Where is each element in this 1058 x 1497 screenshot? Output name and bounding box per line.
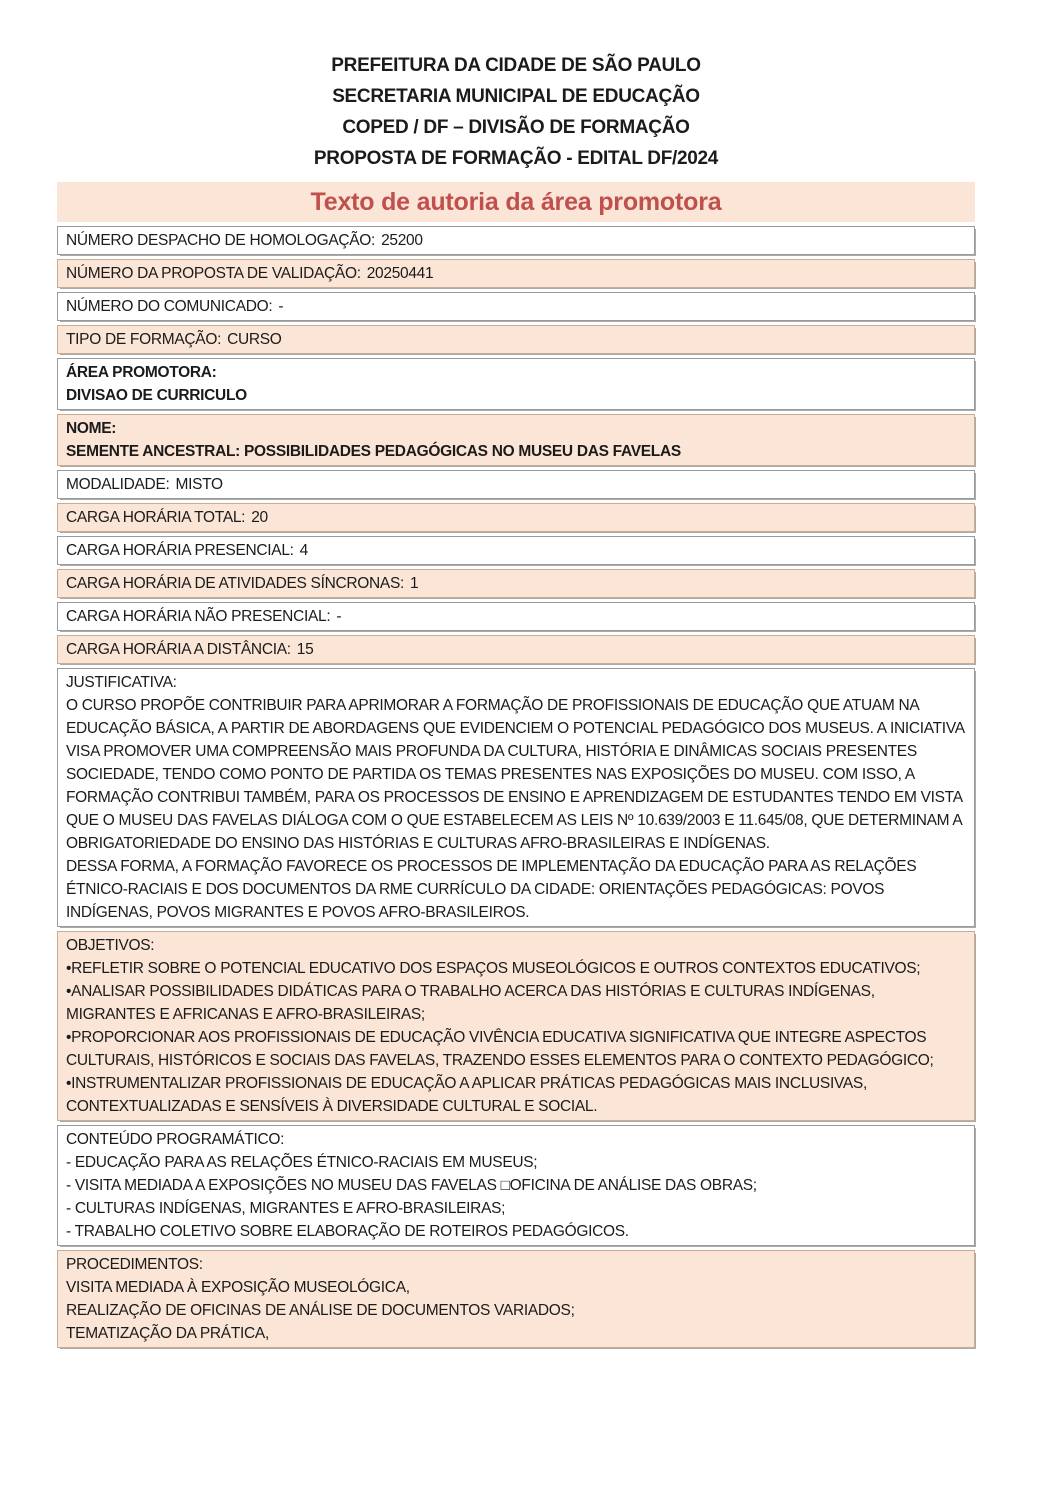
field-value-carga-distancia: 15: [296, 641, 314, 658]
field-label-carga-presencial: CARGA HORÁRIA PRESENCIAL:: [66, 542, 294, 559]
field-label-nome: NOME:: [66, 420, 117, 437]
field-row-proposta-validacao: [57, 259, 975, 288]
field-row-area-promotora: [57, 358, 975, 410]
field-value-modalidade: MISTO: [175, 476, 223, 493]
section-heading-objetivos: OBJETIVOS:: [66, 937, 155, 954]
authorship-banner-text: Texto de autoria da área promotora: [310, 187, 722, 216]
field-value-comunicado: -: [278, 298, 284, 315]
justificativa-paragraph-1: O CURSO PROPÕE CONTRIBUIR PARA APRIMORAR A FORMAÇÃO DE PROFISSIONAIS DE EDUCAÇÃO QUE ATUAM NA EDUCAÇÃO BÁSICA, A PARTIR DE ABORDAGENS QUE EVIDENCIEM O POTENCIAL PEDAGÓGICO DOS MUSEUS. A INICIATIVA VISA PROMOVER UMA COMPREENSÃO MAIS PROFUNDA DA CULTURA, HISTÓRIA E DINÂMICAS SOCIAIS PRESENTES SOCIEDADE, TENDO COMO PONTO DE PARTIDA OS TEMAS PRESENTES NAS EXPOSIÇÕES DO MUSEU. COM ISSO, A FORMAÇÃO CONTRIBUI TAMBÉM, PARA OS PROCESSOS DE ENSINO E APRENDIZAGEM DE ESTUDANTES TENDO EM VISTA QUE O MUSEU DAS FAVELAS DIÁLOGA COM O QUE ESTABELECEM AS LEIS Nº 10.639/2003 E 11.645/08, QUE DETERMINAM A OBRIGATORIEDADE DO ENSINO DAS HISTÓRIAS E CULTURAS AFRO-BRASILEIRAS E INDÍGENAS.: [66, 697, 964, 852]
field-label-area-promotora: ÁREA PROMOTORA:: [66, 364, 217, 381]
field-value-nome: SEMENTE ANCESTRAL: POSSIBILIDADES PEDAGÓGICAS NO MUSEU DAS FAVELAS: [66, 443, 681, 460]
field-row-carga-presencial: [57, 536, 975, 565]
field-row-carga-nao-presencial: [57, 602, 975, 631]
conteudo-item-4: - TRABALHO COLETIVO SOBRE ELABORAÇÃO DE ROTEIROS PEDAGÓGICOS.: [66, 1223, 629, 1240]
field-row-comunicado: [57, 292, 975, 321]
document-header: [57, 50, 975, 174]
field-label-tipo-formacao: TIPO DE FORMAÇÃO:: [66, 331, 222, 348]
conteudo-item-1: - EDUCAÇÃO PARA AS RELAÇÕES ÉTNICO-RACIAIS EM MUSEUS;: [66, 1154, 538, 1171]
field-value-carga-nao-presencial: -: [336, 608, 342, 625]
section-conteudo-programatico: [57, 1125, 975, 1246]
header-line-coped: COPED / DF – DIVISÃO DE FORMAÇÃO: [342, 117, 690, 138]
field-row-homologacao: [57, 226, 975, 255]
objetivo-item-2: •ANALISAR POSSIBILIDADES DIDÁTICAS PARA O TRABALHO ACERCA DAS HISTÓRIAS E CULTURAS INDÍGENAS, MIGRANTES E AFRICANAS E AFRO-BRASILEIRAS;: [66, 983, 875, 1023]
field-label-proposta-validacao: NÚMERO DA PROPOSTA DE VALIDAÇÃO:: [66, 265, 361, 282]
field-label-carga-nao-presencial: CARGA HORÁRIA NÃO PRESENCIAL:: [66, 608, 331, 625]
field-label-carga-sincronas: CARGA HORÁRIA DE ATIVIDADES SÍNCRONAS:: [66, 575, 405, 592]
field-value-homologacao: 25200: [381, 232, 423, 249]
procedimento-item-2: REALIZAÇÃO DE OFICINAS DE ANÁLISE DE DOCUMENTOS VARIADOS;: [66, 1302, 575, 1319]
field-label-comunicado: NÚMERO DO COMUNICADO:: [66, 298, 273, 315]
field-value-carga-total: 20: [251, 509, 268, 526]
field-row-carga-sincronas: [57, 569, 975, 598]
header-line-secretaria: SECRETARIA MUNICIPAL DE EDUCAÇÃO: [332, 86, 700, 107]
authorship-banner: [57, 182, 975, 222]
section-objetivos: [57, 931, 975, 1121]
justificativa-paragraph-2: DESSA FORMA, A FORMAÇÃO FAVORECE OS PROCESSOS DE IMPLEMENTAÇÃO DA EDUCAÇÃO PARA AS RELAÇÕES ÉTNICO-RACIAIS E DOS DOCUMENTOS DA RME CURRÍCULO DA CIDADE: ORIENTAÇÕES PEDAGÓGICAS: POVOS INDÍGENAS, POVOS MIGRANTES E POVOS AFRO-BRASILEIROS.: [66, 858, 917, 921]
objetivo-item-4: •INSTRUMENTALIZAR PROFISSIONAIS DE EDUCAÇÃO A APLICAR PRÁTICAS PEDAGÓGICAS MAIS INCLUSIVAS, CONTEXTUALIZADAS E SENSÍVEIS À DIVERSIDADE CULTURAL E SOCIAL.: [66, 1075, 867, 1115]
field-label-modalidade: MODALIDADE:: [66, 476, 170, 493]
field-value-tipo-formacao: CURSO: [227, 331, 282, 348]
procedimento-item-1: VISITA MEDIADA À EXPOSIÇÃO MUSEOLÓGICA,: [66, 1279, 410, 1296]
section-procedimentos: [57, 1250, 975, 1348]
field-value-proposta-validacao: 20250441: [366, 265, 434, 282]
conteudo-item-2: - VISITA MEDIADA A EXPOSIÇÕES NO MUSEU DAS FAVELAS □OFICINA DE ANÁLISE DAS OBRAS;: [66, 1177, 757, 1194]
conteudo-item-3: - CULTURAS INDÍGENAS, MIGRANTES E AFRO-BRASILEIRAS;: [66, 1200, 506, 1217]
field-value-carga-presencial: 4: [299, 542, 308, 559]
field-label-carga-total: CARGA HORÁRIA TOTAL:: [66, 509, 246, 526]
field-row-modalidade: [57, 470, 975, 499]
header-line-proposta: PROPOSTA DE FORMAÇÃO - EDITAL DF/2024: [313, 148, 719, 169]
section-heading-procedimentos: PROCEDIMENTOS:: [66, 1256, 203, 1273]
header-line-prefeitura: PREFEITURA DA CIDADE DE SÃO PAULO: [331, 55, 701, 76]
section-heading-conteudo: CONTEÚDO PROGRAMÁTICO:: [66, 1131, 285, 1148]
field-value-carga-sincronas: 1: [410, 575, 419, 592]
field-value-area-promotora: DIVISAO DE CURRICULO: [66, 387, 247, 404]
field-row-nome: [57, 414, 975, 466]
section-heading-justificativa: JUSTIFICATIVA:: [66, 674, 177, 691]
field-label-homologacao: NÚMERO DESPACHO DE HOMOLOGAÇÃO:: [66, 232, 376, 249]
procedimento-item-3: TEMATIZAÇÃO DA PRÁTICA,: [66, 1325, 269, 1342]
section-justificativa: [57, 668, 975, 927]
field-label-carga-distancia: CARGA HORÁRIA A DISTÂNCIA:: [66, 641, 291, 658]
field-row-carga-total: [57, 503, 975, 532]
objetivo-item-3: •PROPORCIONAR AOS PROFISSIONAIS DE EDUCAÇÃO VIVÊNCIA EDUCATIVA SIGNIFICATIVA QUE INTEGRE ASPECTOS CULTURAIS, HISTÓRICOS E SOCIAIS DAS FAVELAS, TRAZENDO ESSES ELEMENTOS PARA O CONTEXTO PEDAGÓGICO;: [66, 1029, 934, 1069]
field-row-carga-distancia: [57, 635, 975, 664]
objetivo-item-1: •REFLETIR SOBRE O POTENCIAL EDUCATIVO DOS ESPAÇOS MUSEOLÓGICOS E OUTROS CONTEXTOS EDUCATIVOS;: [66, 960, 921, 977]
field-row-tipo-formacao: [57, 325, 975, 354]
